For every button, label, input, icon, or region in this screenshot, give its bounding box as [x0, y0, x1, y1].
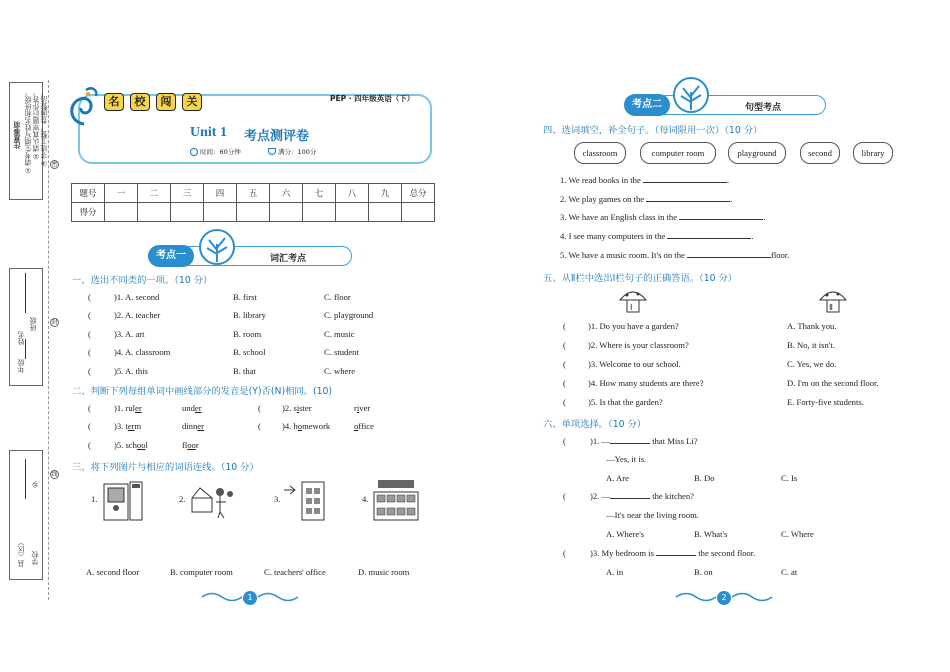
sentence-end: . [751, 231, 754, 241]
option-c: C. student [324, 347, 359, 357]
point1-title: 词汇考点 [270, 254, 307, 264]
table-header: 题号 [72, 184, 105, 203]
town-label: 乡 [31, 481, 39, 488]
tree-icon [198, 228, 236, 268]
answer: B. No, it isn't. [787, 340, 835, 350]
option-a: )2. A. teacher [114, 310, 161, 320]
answer: D. I'm on the second floor. [787, 378, 879, 388]
point1-tag: 考点一 [148, 245, 194, 267]
point2-tag: 考点二 [624, 94, 670, 116]
series-label: PEP · 四年级英语（下） [330, 94, 415, 103]
list-item: ( [563, 321, 566, 331]
option-a: )1. A. second [114, 292, 160, 302]
list-item: ( [563, 359, 566, 369]
page-title: 考点测评卷 [244, 129, 310, 144]
score-table [71, 183, 435, 222]
pic-number-1: 1. [91, 494, 98, 504]
q1-reply: —Yes, it is. [606, 454, 647, 464]
answer-blank[interactable] [667, 231, 754, 241]
list-item: ( [88, 421, 91, 431]
option-a: )3. A. art [114, 329, 145, 339]
answer-blank[interactable] [656, 548, 696, 556]
option-c: C. where [324, 366, 356, 376]
sentence-start: 2. We play games on the [560, 194, 645, 204]
q3-prefix: )3. My bedroom is [590, 548, 654, 558]
score-cell[interactable] [303, 203, 336, 222]
building-picture-icon [282, 478, 328, 522]
list-item [560, 250, 789, 260]
question: )1. Do you have a garden? [588, 321, 679, 331]
table-header: 总分 [402, 184, 435, 203]
table-header: 二 [138, 184, 171, 203]
question: )5. Is that the garden? [588, 397, 663, 407]
table-header: 七 [303, 184, 336, 203]
list-item: ( [88, 329, 91, 339]
music-picture-icon [188, 478, 234, 522]
section1-heading: 一、选出不同类的一项。（10 分） [72, 275, 213, 286]
list-item: )1. ruler [114, 403, 142, 413]
notice-title: 注意事项 [13, 121, 21, 149]
class-label: 班级 [29, 317, 37, 331]
score-cell[interactable] [402, 203, 435, 222]
list-item: ( [88, 310, 91, 320]
section5-heading: 五、从Ⅱ栏中选出Ⅰ栏句子的正确答语。（10 分） [543, 273, 738, 284]
county-label: 县（区） [17, 539, 25, 567]
table-header: 九 [369, 184, 402, 203]
list-item: ( [88, 366, 91, 376]
list-item [560, 175, 729, 185]
word-library: library [853, 142, 893, 164]
q1-prefix: )1. — [590, 436, 611, 446]
q2-option-c: C. Where [781, 529, 814, 539]
brand-char-4: 关 [182, 93, 202, 111]
brand-char-1: 名 [104, 93, 124, 111]
q3-option-c: C. at [781, 567, 798, 577]
score-label: 满分：100分 [278, 148, 317, 156]
question: )3. Welcome to our school. [588, 359, 681, 369]
list-item: )4. homework [282, 421, 331, 431]
question: )4. How many students are there? [588, 378, 704, 388]
word-second: second [800, 142, 840, 164]
word-classroom: classroom [574, 142, 626, 164]
q2-suffix: the kitchen? [652, 491, 694, 501]
computer-picture-icon [372, 478, 420, 522]
q1-option-a: A. Are [606, 473, 629, 483]
option-b: B. first [233, 292, 257, 302]
list-item: )5. school [114, 440, 148, 450]
option-second-floor: A. second floor [86, 567, 140, 577]
notice-line-1: ①请考生填写姓名和班级。 [24, 89, 32, 174]
list-item: )3. term [114, 421, 142, 431]
section2-heading: 二、判断下列每组单词中画线部分的发音是(Y)否(N)相同。(10) [72, 386, 333, 397]
school-info-box [9, 450, 43, 580]
option-b: B. library [233, 310, 266, 320]
list-item: ( [88, 440, 91, 450]
score-cell[interactable] [369, 203, 402, 222]
option-music-room: D. music room [358, 567, 410, 577]
column-2-label: Ⅱ [829, 303, 833, 312]
time-label: 时间：60分钟 [200, 148, 241, 156]
list-item: ( [563, 548, 566, 558]
list-item [590, 548, 755, 558]
list-item: ( [563, 397, 566, 407]
q2-option-b: B. What's [694, 529, 728, 539]
list-item [560, 212, 765, 222]
list-item [560, 231, 754, 241]
seal-mark-3: 线 [51, 471, 58, 478]
score-cell[interactable] [171, 203, 204, 222]
list-item: office [354, 421, 374, 431]
list-item: ( [88, 403, 91, 413]
clock-icon [190, 148, 198, 156]
q3-option-a: A. in [606, 567, 624, 577]
answer-blank[interactable] [679, 212, 766, 222]
q2-prefix: )2. — [590, 491, 611, 501]
score-row-label: 得分 [72, 203, 105, 222]
list-item: ( [563, 378, 566, 388]
list-item: under [182, 403, 202, 413]
answer-blank[interactable] [610, 491, 650, 499]
answer-blank[interactable] [610, 436, 650, 444]
sentence-end: . [726, 175, 730, 185]
list-item: floor [182, 440, 199, 450]
sentence-start: 3. We have an English class in the [560, 212, 678, 222]
sentence-start: 1. We read books in the [560, 175, 641, 185]
name-label: 姓名 [17, 331, 25, 345]
list-item [590, 491, 694, 501]
student-info-box [9, 268, 43, 386]
school-label: 学校 [31, 551, 39, 565]
notice-line-2: ②请认真审题后作答。 [32, 89, 40, 160]
seal-mark-1: 密 [51, 161, 58, 168]
answer-blank[interactable] [643, 175, 730, 185]
list-item: ( [563, 436, 566, 446]
section6-heading: 六、单项选择。（10 分） [543, 419, 647, 430]
list-item: ( [88, 347, 91, 357]
q1-option-b: B. Do [694, 473, 715, 483]
table-header: 一 [105, 184, 138, 203]
notice-line-3: ③字迹工整，卷面整洁。 [40, 89, 48, 167]
table-header: 六 [270, 184, 303, 203]
brand-char-3: 闯 [156, 93, 176, 111]
sentence-start: 5. We have a music room. It's on the [560, 250, 685, 260]
tree-icon [672, 76, 710, 116]
sentence-end: . [763, 212, 766, 222]
list-item: river [354, 403, 371, 413]
score-cell[interactable] [105, 203, 138, 222]
grade-label: 年级 [17, 359, 25, 373]
mushroom-icon [818, 288, 848, 314]
sentence-start: 4. I see many computers in the [560, 231, 666, 241]
option-c: C. floor [324, 292, 351, 302]
notice-box [9, 82, 48, 200]
score-cell[interactable] [336, 203, 369, 222]
word-computer-room: computer room [640, 142, 716, 164]
office-picture-icon [102, 478, 144, 522]
point2-title: 句型考点 [745, 103, 782, 113]
q1-option-c: C. Is [781, 473, 798, 483]
sentence-end: . [730, 194, 733, 204]
score-cell[interactable] [204, 203, 237, 222]
option-c: C. playground [324, 310, 374, 320]
answer-blank[interactable] [646, 194, 733, 204]
score-cell[interactable] [270, 203, 303, 222]
q1-suffix: that Miss Li? [652, 436, 698, 446]
option-a: )5. A. this [114, 366, 148, 376]
table-header: 三 [171, 184, 204, 203]
score-cell[interactable] [237, 203, 270, 222]
list-item [590, 436, 698, 446]
table-row [72, 203, 435, 222]
sentence-end: floor. [770, 250, 790, 260]
seal-line [48, 80, 49, 600]
list-item: )2. sister [282, 403, 312, 413]
option-b: B. room [233, 329, 262, 339]
q2-option-a: A. Where's [606, 529, 645, 539]
table-header: 五 [237, 184, 270, 203]
option-computer-room: B. computer room [170, 567, 233, 577]
q3-suffix: the second floor. [698, 548, 756, 558]
brand-title [104, 93, 202, 111]
list-item: ( [258, 421, 261, 431]
section4-heading: 四、选词填空，补全句子。（每词限用一次）（10 分） [543, 125, 763, 136]
option-b: B. that [233, 366, 256, 376]
list-item: ( [563, 340, 566, 350]
answer: C. Yes, we do. [787, 359, 837, 369]
column-1-label: Ⅰ [630, 303, 633, 312]
seal-mark-2: 封 [51, 319, 58, 326]
list-item [560, 194, 732, 204]
swirl-logo-icon [66, 84, 102, 128]
answer: E. Forty-five students. [787, 397, 864, 407]
table-header: 四 [204, 184, 237, 203]
page-number-2: 2 [717, 591, 731, 605]
pic-number-4: 4. [362, 494, 369, 504]
score-cell[interactable] [138, 203, 171, 222]
option-a: )4. A. classroom [114, 347, 171, 357]
table-row [72, 184, 435, 203]
list-item: dinner [182, 421, 204, 431]
brand-char-2: 校 [130, 93, 150, 111]
question: )2. Where is your classroom? [588, 340, 689, 350]
option-teachers-office: C. teachers' office [264, 567, 326, 577]
option-b: B. school [233, 347, 266, 357]
list-item: ( [88, 292, 91, 302]
mushroom-icon [618, 288, 648, 314]
answer: A. Thank you. [787, 321, 837, 331]
word-playground: playground [728, 142, 786, 164]
unit-label: Unit 1 [190, 125, 227, 140]
q2-reply: —It's near the living room. [606, 510, 699, 520]
table-header: 八 [336, 184, 369, 203]
list-item: ( [258, 403, 261, 413]
q3-option-b: B. on [694, 567, 713, 577]
pic-number-2: 2. [179, 494, 186, 504]
option-c: C. music [324, 329, 355, 339]
pic-number-3: 3. [274, 494, 281, 504]
section3-heading: 三、将下列图片与相应的词语连线。（10 分） [72, 462, 259, 473]
answer-blank[interactable] [687, 250, 771, 258]
page-number-1: 1 [243, 591, 257, 605]
list-item: ( [563, 491, 566, 501]
